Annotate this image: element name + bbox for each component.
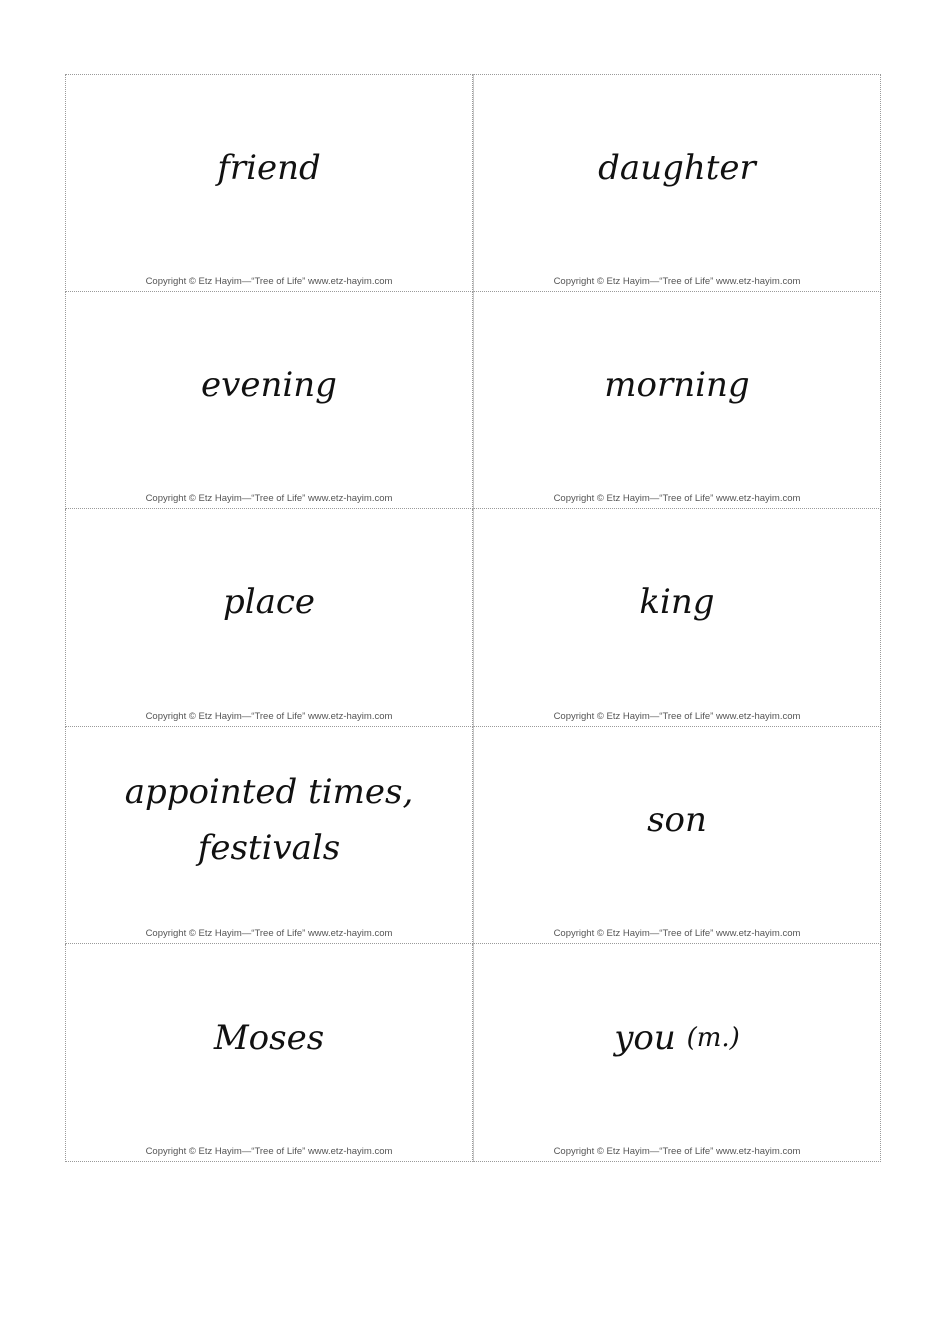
copyright-notice: Copyright © Etz Hayim—“Tree of Life” www.etz-hayim.com [553,1145,801,1157]
card-word: daughter [598,147,756,188]
card-word: morning [604,364,750,405]
card-word-line1: appointed times, [124,772,414,813]
card-word: friend [217,147,321,188]
flashcard [65,292,473,510]
copyright-notice: Copyright © Etz Hayim—“Tree of Life” www.etz-hayim.com [553,493,801,505]
card-word: son [647,800,707,841]
copyright-notice: Copyright © Etz Hayim—“Tree of Life” www.etz-hayim.com [145,1145,393,1157]
copyright-notice: Copyright © Etz Hayim—“Tree of Life” www.etz-hayim.com [553,928,801,940]
flashcard [473,944,881,1162]
flashcard [65,509,473,727]
copyright-notice: Copyright © Etz Hayim—“Tree of Life” www.etz-hayim.com [145,275,393,287]
card-word: you (m.) [474,944,880,1131]
flashcard [473,727,881,945]
copyright-notice: Copyright © Etz Hayim—“Tree of Life” www.etz-hayim.com [145,928,393,940]
copyright-notice: Copyright © Etz Hayim—“Tree of Life” www.etz-hayim.com [553,710,801,722]
copyright-notice: Copyright © Etz Hayim—“Tree of Life” www.etz-hayim.com [145,710,393,722]
flashcard-sheet [65,74,881,1162]
copyright-notice: Copyright © Etz Hayim—“Tree of Life” www.etz-hayim.com [553,275,801,287]
flashcard [473,292,881,510]
card-word: Moses [213,1017,325,1058]
card-word: evening [201,364,337,405]
card-word-suffix: (m.) [686,1022,740,1053]
flashcard [65,74,473,292]
flashcard [65,727,473,945]
copyright-notice: Copyright © Etz Hayim—“Tree of Life” www.etz-hayim.com [145,493,393,505]
flashcard [65,944,473,1162]
card-word: place [222,582,316,623]
flashcard [473,74,881,292]
card-word [66,727,472,914]
card-word: king [639,582,715,623]
flashcard [473,509,881,727]
card-word-line2: festivals [197,828,341,869]
